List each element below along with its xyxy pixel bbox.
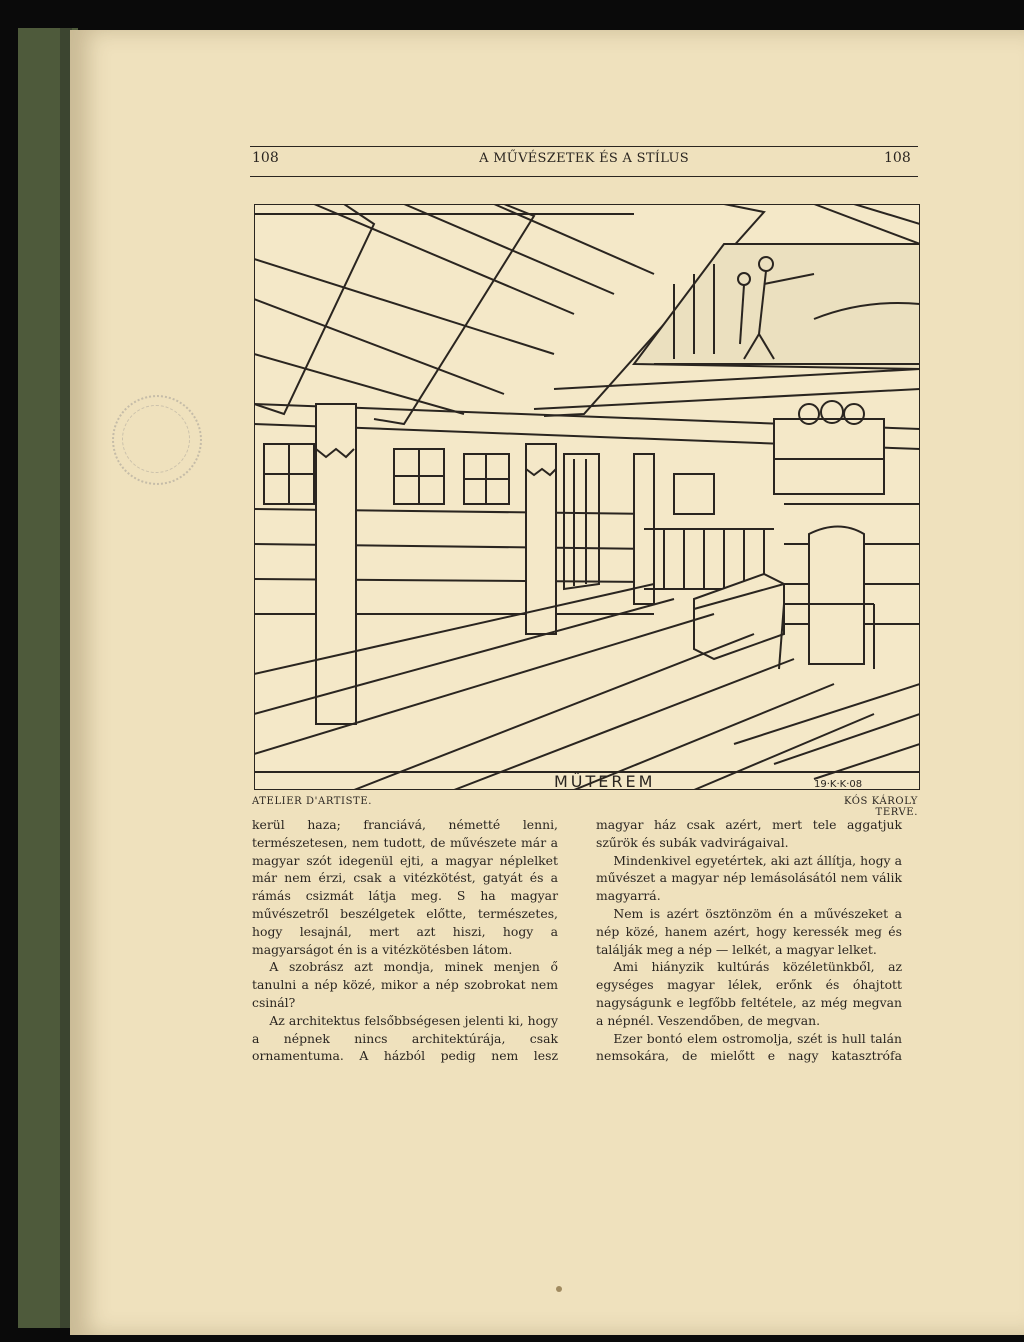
illustration-signature: 19·K·K·08 (814, 779, 863, 790)
library-stamp-inner (122, 405, 190, 473)
illustration-banner-label: MŰTEREM (554, 772, 656, 790)
paper-speck (556, 1286, 562, 1292)
caption-right: KÓS KÁROLY TERVE. (843, 796, 918, 818)
page-number-right: 108 (884, 150, 911, 166)
paragraph: Ezer bontó elem ostromolja, szét is hull talán nemsokára, de mielőtt e nagy katasztrófa (596, 1030, 902, 1064)
paragraph: A szobrász azt mondja, minek menjen ő tanulni a nép közé, mikor a nép szobrokat nem csinál? (252, 959, 558, 1010)
paragraph: kerül haza; franciává, németté lenni, természetesen, nem tudott, de művészete már a magyar szót idegenül ejti, a magyar néplelket már nem érzi, csak a vitézkötést, gatyát és a rámás csizmát látja meg. S ha magyar művészetről beszélgetek előtte, természetes, hogy lesajnál, mert azt hiszi, hogy a magyarságot én is a vitézkötésben látom. (252, 817, 558, 957)
header-rule-top (250, 146, 918, 147)
paragraph: Az architektus felsőbbségesen jelenti ki, hogy a népnek nincs architektúrája, csak ornamentuma. A házból pedig nem lesz (252, 1012, 558, 1064)
paragraph: magyar ház csak azért, mert tele aggatjuk szűrök és subák vadvirágaival. (596, 817, 902, 850)
paragraph: Ami hiányzik kultúrás közéletünkből, az egységes magyar lélek, erőnk és óhajtott nagyságunk e legfőbb feltétele, az még megvan a népnél. Veszendőben, de megvan. (596, 959, 902, 1028)
text-column-right (596, 816, 902, 1065)
running-title: A MŰVÉSZETEK ÉS A STÍLUS (479, 151, 689, 166)
page-number-left: 108 (252, 150, 279, 166)
paragraph: Nem is azért ösztönzöm én a művészeket a nép közé, hanem azért, hogy keressék meg és találják meg a nép — lelkét, a magyar lelket. (596, 905, 902, 957)
text-column-left (252, 816, 558, 1065)
paragraph: Mindenkivel egyetértek, aki azt állítja, hogy a művészet a magyar nép lemásolásától nem válik magyarrá. (596, 852, 902, 904)
header-rule-bottom (250, 176, 918, 177)
caption-left: ATELIER D'ARTISTE. (252, 796, 373, 807)
atelier-illustration (254, 204, 920, 790)
